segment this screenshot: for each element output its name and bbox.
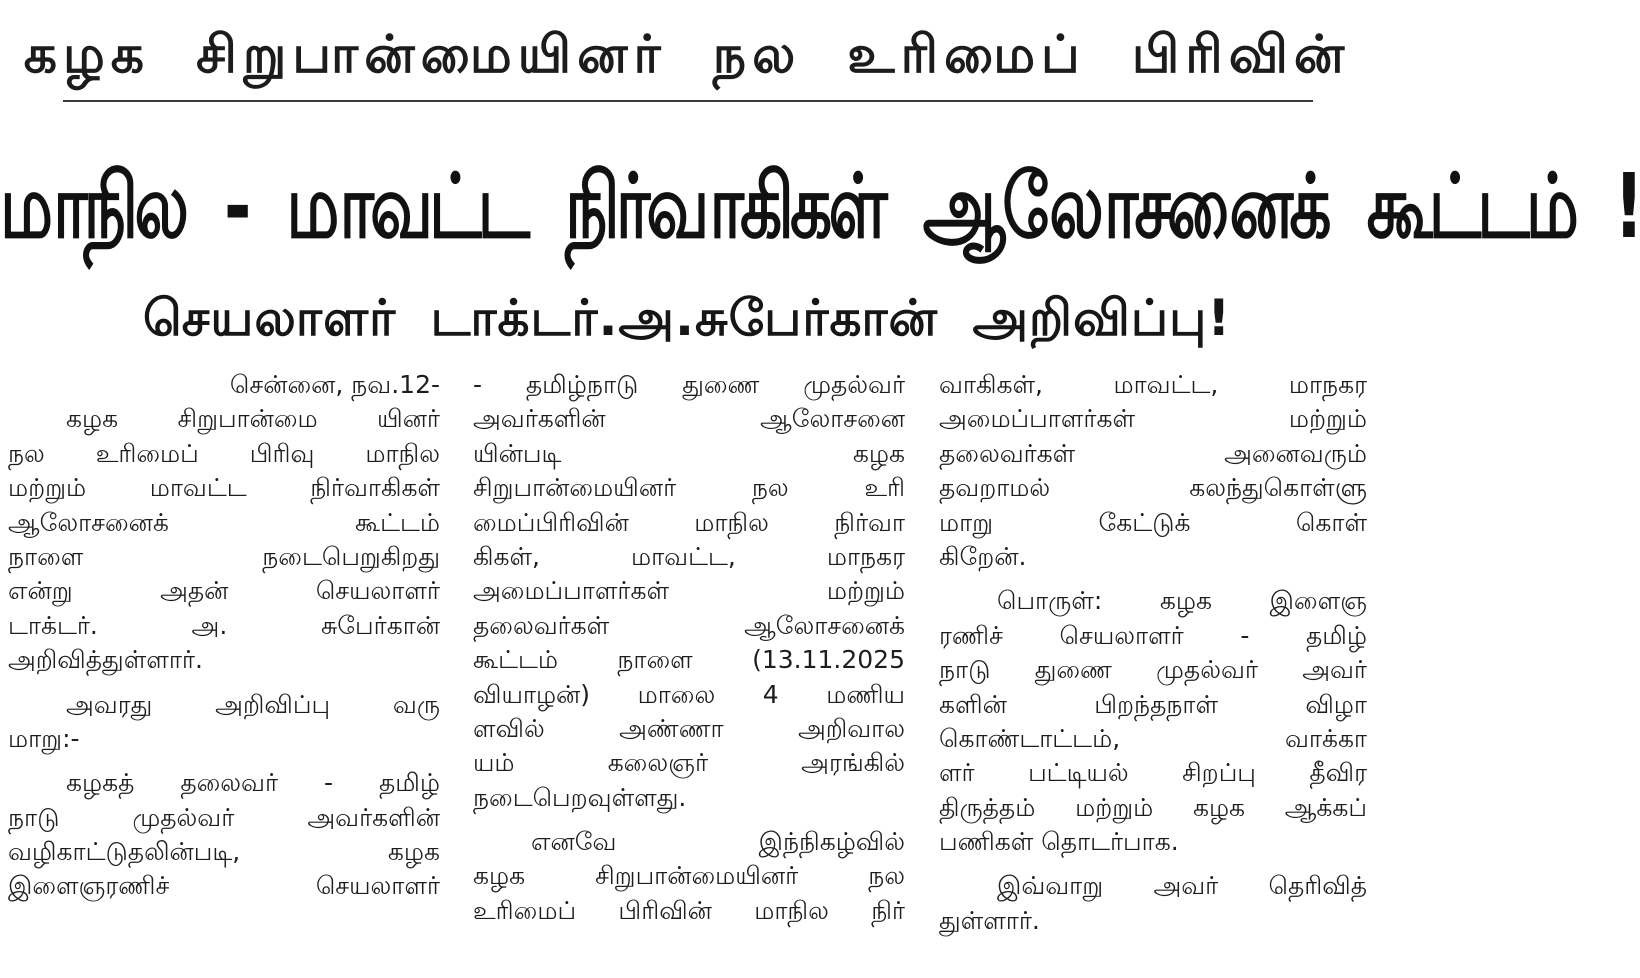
body-line: ளவில் அண்ணா அறிவால [473, 713, 905, 743]
body-line: நாடு துணை முதல்வர் அவர் [939, 655, 1367, 685]
paragraph-gap [473, 815, 905, 825]
body-line: பொருள்: கழக இளைஞ [997, 586, 1367, 616]
body-line: தலைவர்கள் ஆலோசனைக் [473, 610, 905, 640]
dateline: சென்னை, நவ.12- [229, 370, 440, 399]
body-line: அமைப்பாளர்கள் மற்றும் [473, 576, 905, 606]
paragraph-gap [8, 756, 440, 766]
body-line: என்று அதன் செயலாளர் [8, 576, 440, 606]
body-line: உரிமைப் பிரிவின் மாநில நிர் [473, 895, 905, 925]
headline-subtitle: செயலாளர் டாக்டர்.அ.சுபேர்கான் அறிவிப்பு! [142, 289, 1232, 347]
headline-main: மாநில - மாவட்ட நிர்வாகிகள் ஆலோசனைக் கூட்டம் ! [0, 154, 1640, 259]
body-line: மாறு:- [8, 723, 80, 753]
headline-divider [63, 100, 1313, 102]
body-line: தலைவர்கள் அனைவரும் [939, 438, 1367, 468]
body-line: எனவே இந்நிகழ்வில் [531, 827, 905, 857]
body-line: கழக சிறுபான்மையினர் நல [473, 861, 905, 891]
body-line: நாடு முதல்வர் அவர்களின் [8, 802, 440, 832]
body-line: அவர்களின் ஆலோசனை [473, 404, 905, 434]
body-line: இவ்வாறு அவர் தெரிவித் [997, 871, 1367, 901]
body-line: யம் கலைஞர் அரங்கில் [473, 748, 905, 778]
article-column-2 [473, 368, 905, 928]
body-line: கழக சிறுபான்மை யினர் [66, 404, 440, 434]
body-line: ஆலோசனைக் கூட்டம் [8, 507, 440, 537]
body-line: கொண்டாட்டம், வாக்கா [939, 723, 1367, 753]
article-column-1 [8, 368, 440, 904]
body-line: மாறு கேட்டுக் கொள் [939, 507, 1367, 537]
article-column-3 [939, 368, 1367, 938]
body-line: துள்ளார். [939, 905, 1040, 935]
headline-kicker: கழக சிறுபான்மையினர் நல உரிமைப் பிரிவின் [23, 25, 1351, 85]
body-line: மைப்பிரிவின் மாநில நிர்வா [473, 507, 905, 537]
body-line: திருத்தம் மற்றும் கழக ஆக்கப் [939, 792, 1367, 822]
body-line: வழிகாட்டுதலின்படி, கழக [8, 837, 440, 867]
body-line: கிறேன். [939, 541, 1027, 571]
body-line: வியாழன்) மாலை 4 மணிய [473, 679, 905, 709]
body-line: ரணிச் செயலாளர் - தமிழ் [939, 620, 1367, 650]
body-line: அறிவித்துள்ளார். [8, 645, 203, 675]
body-line: பணிகள் தொடர்பாக. [939, 827, 1179, 857]
body-line: நல உரிமைப் பிரிவு மாநில [8, 438, 440, 468]
paragraph-gap [8, 678, 440, 688]
body-line: டாக்டர். அ. சுபேர்கான் [8, 610, 440, 640]
body-line: மற்றும் மாவட்ட நிர்வாகிகள் [8, 473, 440, 503]
body-line: கிகள், மாவட்ட, மாநகர [473, 541, 905, 571]
body-line: - தமிழ்நாடு துணை முதல்வர் [473, 370, 905, 399]
body-line: களின் பிறந்தநாள் விழா [939, 689, 1367, 719]
body-line: தவறாமல் கலந்துகொள்ளு [939, 473, 1367, 503]
body-line: ளர் பட்டியல் சிறப்பு தீவிர [939, 758, 1367, 788]
body-line: நடைபெறவுள்ளது. [473, 782, 687, 812]
body-line: நாளை நடைபெறுகிறது [8, 541, 440, 571]
body-line: அமைப்பாளர்கள் மற்றும் [939, 404, 1367, 434]
body-line: அவரது அறிவிப்பு வரு [66, 689, 440, 719]
body-line: வாகிகள், மாவட்ட, மாநகர [939, 370, 1367, 399]
paragraph-gap [939, 574, 1367, 584]
body-line: யின்படி கழக [473, 438, 905, 468]
body-line: இளைஞரணிச் செயலாளர் [8, 871, 440, 901]
body-line: கூட்டம் நாளை (13.11.2025 [473, 645, 905, 675]
body-line: கழகத் தலைவர் - தமிழ் [66, 768, 440, 798]
paragraph-gap [939, 859, 1367, 869]
body-line: சிறுபான்மையினர் நல உரி [473, 473, 905, 503]
